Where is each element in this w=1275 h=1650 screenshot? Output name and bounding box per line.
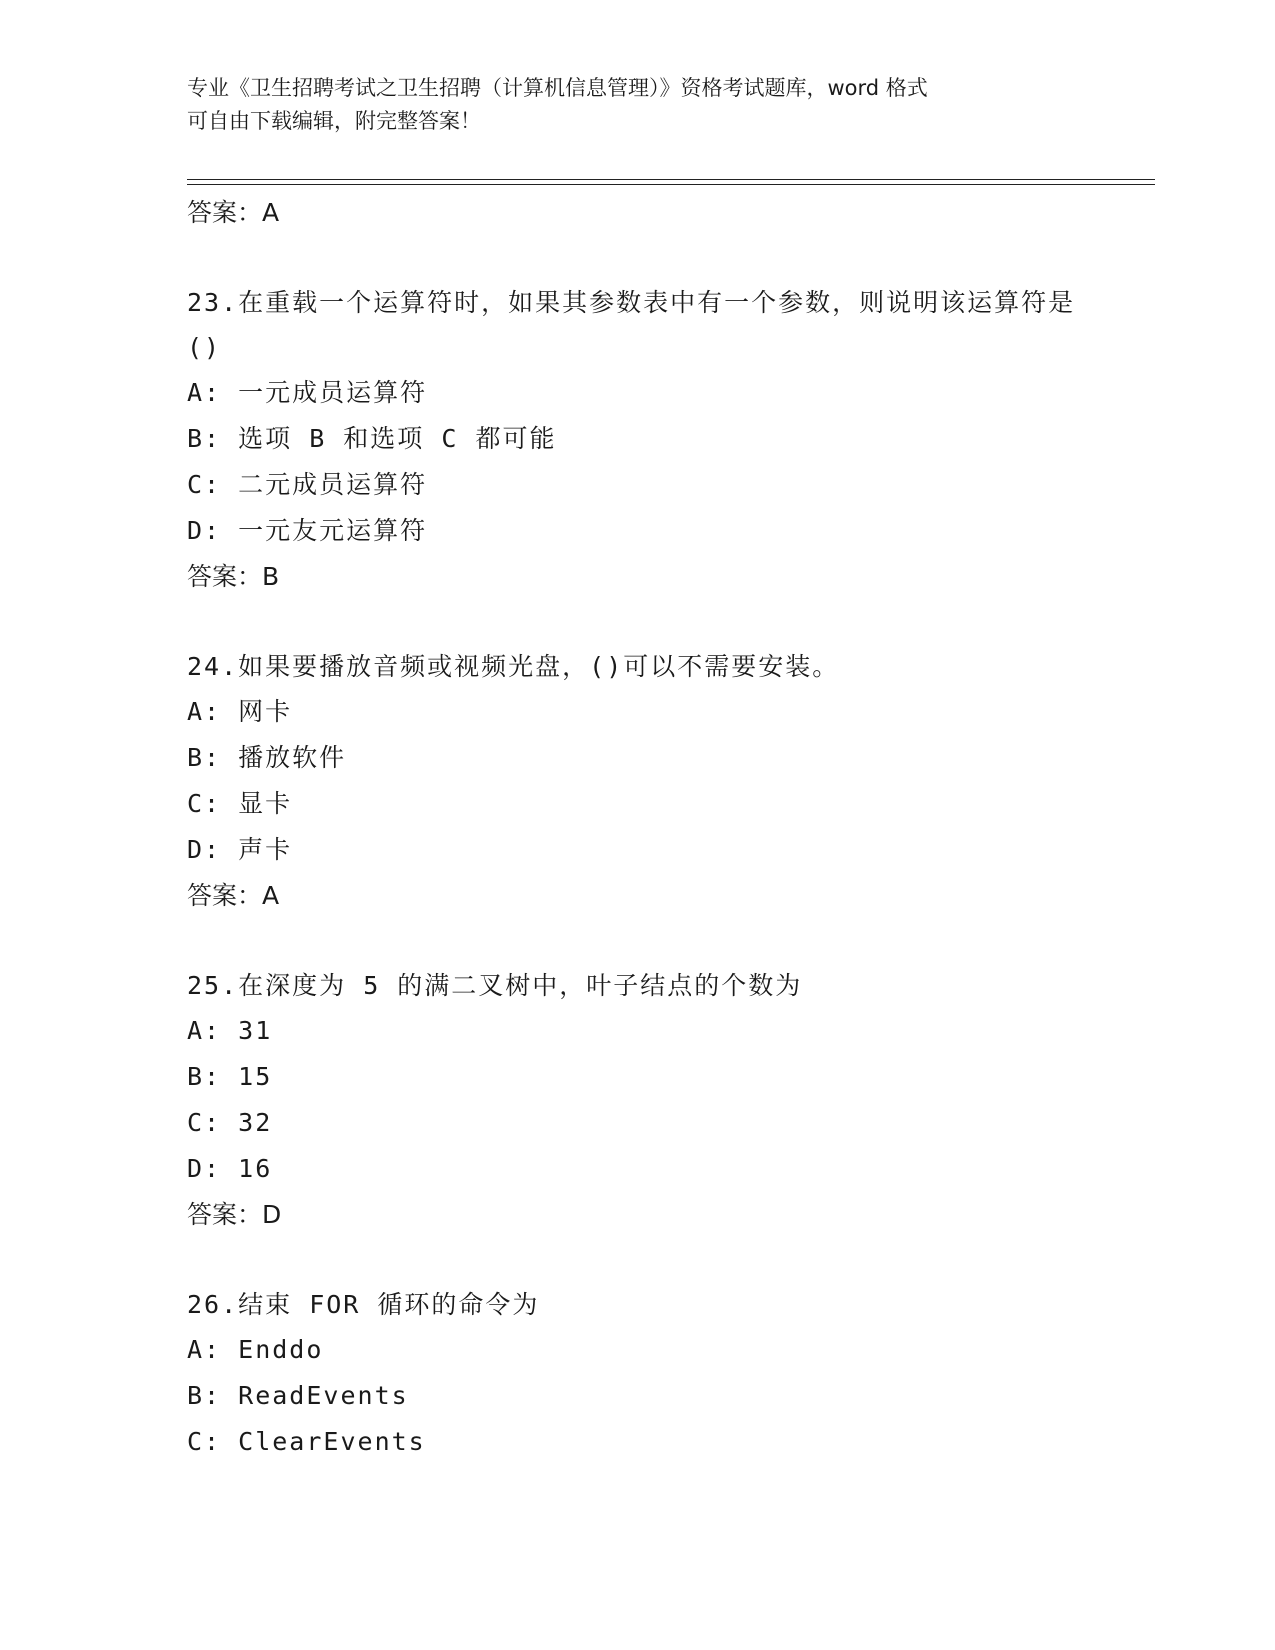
question-23 <box>187 280 1147 600</box>
question-24 <box>187 644 1147 919</box>
option-a: A: Enddo <box>187 1335 324 1364</box>
option-a: A: 一元成员运算符 <box>187 378 428 407</box>
option-b: B: ReadEvents <box>187 1381 409 1410</box>
document-body <box>187 190 1147 1465</box>
page-header <box>187 72 1087 138</box>
option-d: D: 一元友元运算符 <box>187 516 428 545</box>
question-text: 26.结束 FOR 循环的命令为 <box>187 1290 540 1319</box>
option-c: C: 显卡 <box>187 789 293 818</box>
answer-line: 答案：B <box>187 562 280 591</box>
question-26 <box>187 1282 1147 1465</box>
answer-line: 答案：A <box>187 198 280 227</box>
option-c: C: 32 <box>187 1108 273 1137</box>
header-divider-bottom <box>187 184 1155 185</box>
option-a: A: 31 <box>187 1016 273 1045</box>
header-divider-top <box>187 179 1155 180</box>
answer-line: 答案：A <box>187 881 280 910</box>
question-25 <box>187 963 1147 1238</box>
question-text: 24.如果要播放音频或视频光盘，()可以不需要安装。 <box>187 652 840 681</box>
header-line-1: 专业《卫生招聘考试之卫生招聘（计算机信息管理）》资格考试题库，word 格式 <box>187 76 928 100</box>
option-c: C: 二元成员运算符 <box>187 470 428 499</box>
option-a: A: 网卡 <box>187 697 293 726</box>
option-d: D: 声卡 <box>187 835 293 864</box>
option-b: B: 播放软件 <box>187 743 347 772</box>
option-d: D: 16 <box>187 1154 273 1183</box>
option-b: B: 15 <box>187 1062 273 1091</box>
option-c: C: ClearEvents <box>187 1427 426 1456</box>
answer-line: 答案：D <box>187 1200 282 1229</box>
question-text: 25.在深度为 5 的满二叉树中，叶子结点的个数为 <box>187 971 803 1000</box>
option-b: B: 选项 B 和选项 C 都可能 <box>187 424 557 453</box>
header-line-2: 可自由下载编辑，附完整答案！ <box>187 109 481 133</box>
question-text: 23.在重载一个运算符时，如果其参数表中有一个参数，则说明该运算符是() <box>187 288 1076 362</box>
